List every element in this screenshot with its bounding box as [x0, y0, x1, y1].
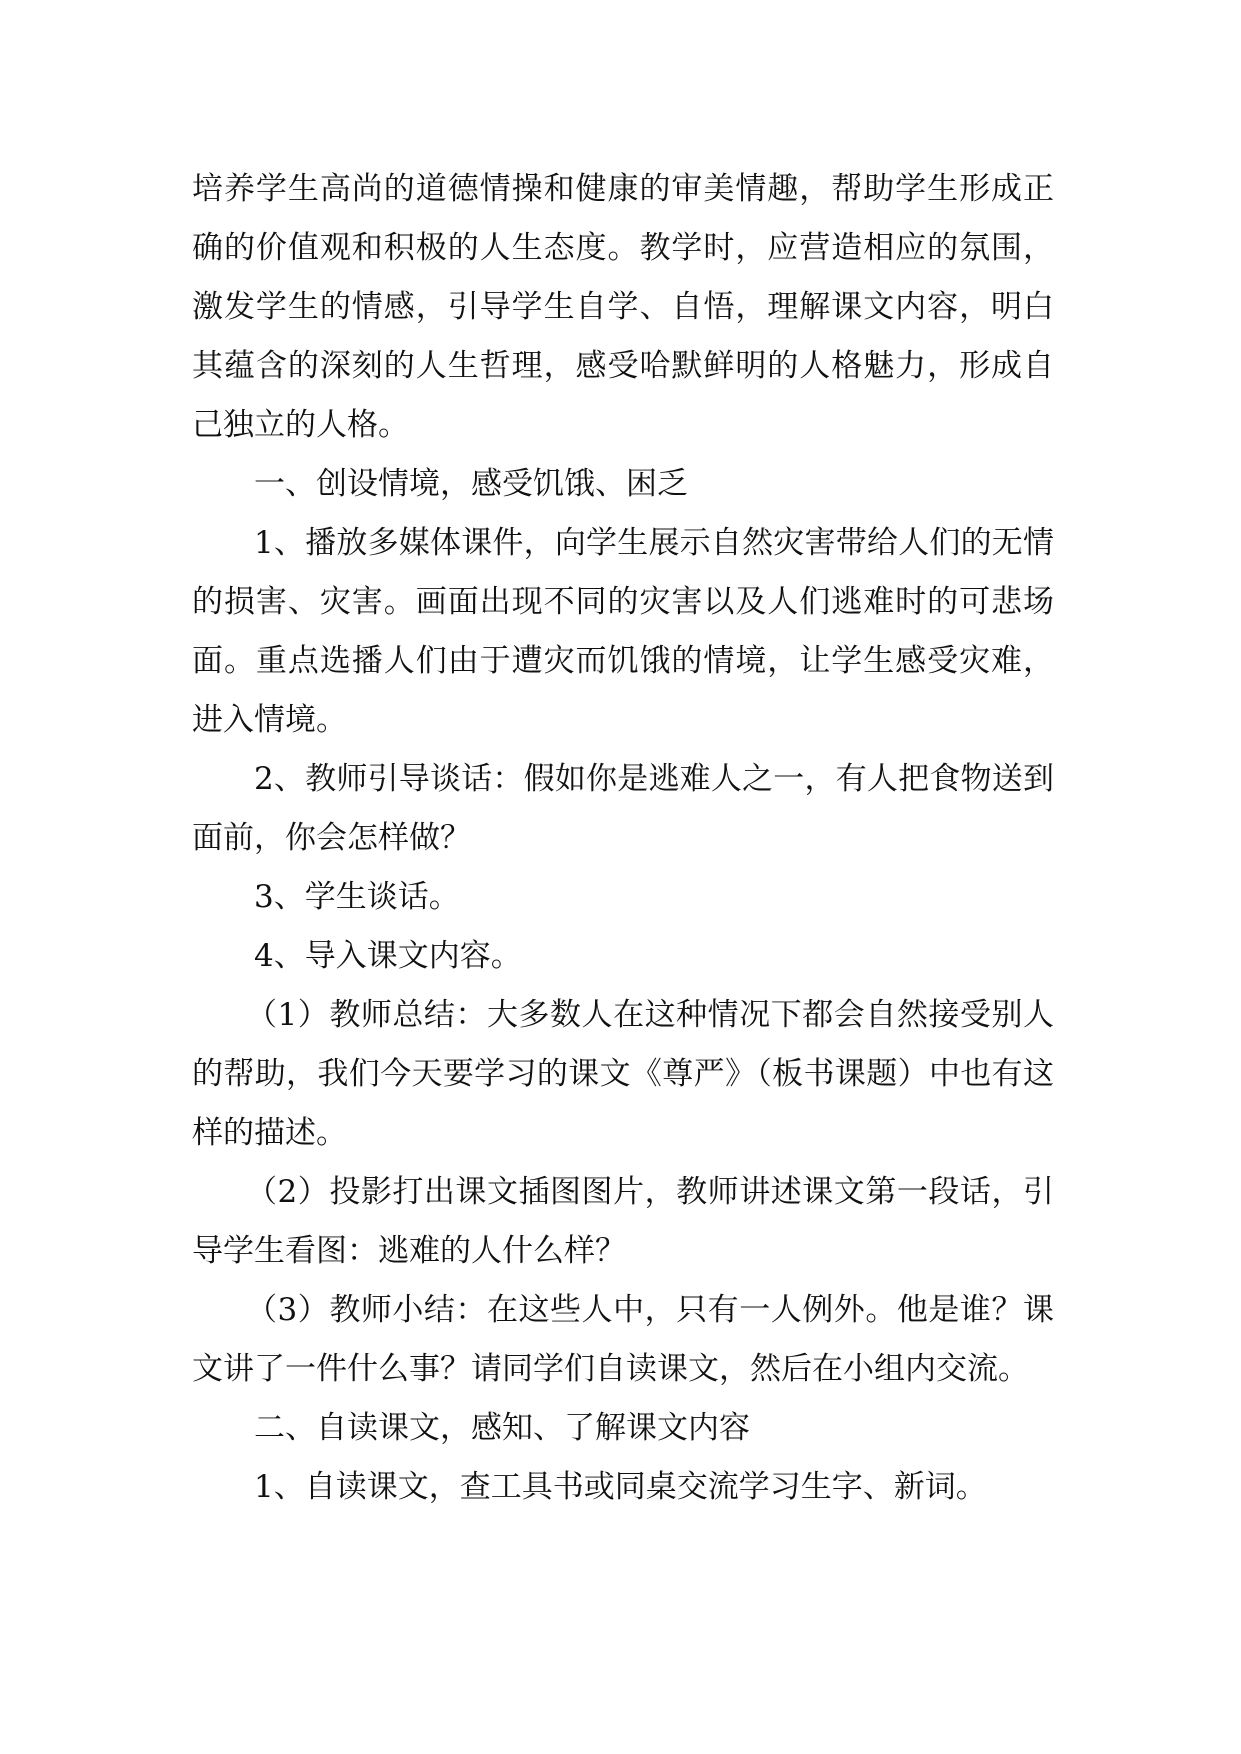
paragraph-step-3: 3、学生谈话。	[254, 879, 460, 915]
document-body	[192, 160, 1054, 1517]
section-heading-1: 一、创设情境，感受饥饿、困乏	[254, 466, 688, 502]
paragraph-step-4: 4、导入课文内容。	[254, 938, 522, 974]
paragraph-intro: 培养学生高尚的道德情操和健康的审美情趣，帮助学生形成正确的价值观和积极的人生态度。教学时，应营造相应的氛围，激发学生的情感，引导学生自学、自悟，理解课文内容，明白其蕴含的深刻的人生哲理，感受哈默鲜明的人格魅力，形成自己独立的人格。	[192, 171, 1054, 443]
paragraph-substep-3: （3）教师小结：在这些人中，只有一人例外。他是谁？课文讲了一件什么事？请同学们自读课文，然后在小组内交流。	[192, 1292, 1054, 1387]
paragraph-step-5: 1、自读课文，查工具书或同桌交流学习生字、新词。	[254, 1469, 987, 1505]
paragraph-substep-1: （1）教师总结：大多数人在这种情况下都会自然接受别人的帮助，我们今天要学习的课文《尊严》（板书课题）中也有这样的描述。	[192, 997, 1054, 1151]
paragraph-step-2: 2、教师引导谈话：假如你是逃难人之一，有人把食物送到面前，你会怎样做？	[192, 761, 1054, 856]
paragraph-step-1: 1、播放多媒体课件，向学生展示自然灾害带给人们的无情的损害、灾害。画面出现不同的灾害以及人们逃难时的可悲场面。重点选播人们由于遭灾而饥饿的情境，让学生感受灾难，进入情境。	[192, 525, 1054, 738]
paragraph-substep-2: （2）投影打出课文插图图片，教师讲述课文第一段话，引导学生看图：逃难的人什么样？	[192, 1174, 1054, 1269]
section-heading-2: 二、自读课文，感知、了解课文内容	[254, 1410, 750, 1446]
